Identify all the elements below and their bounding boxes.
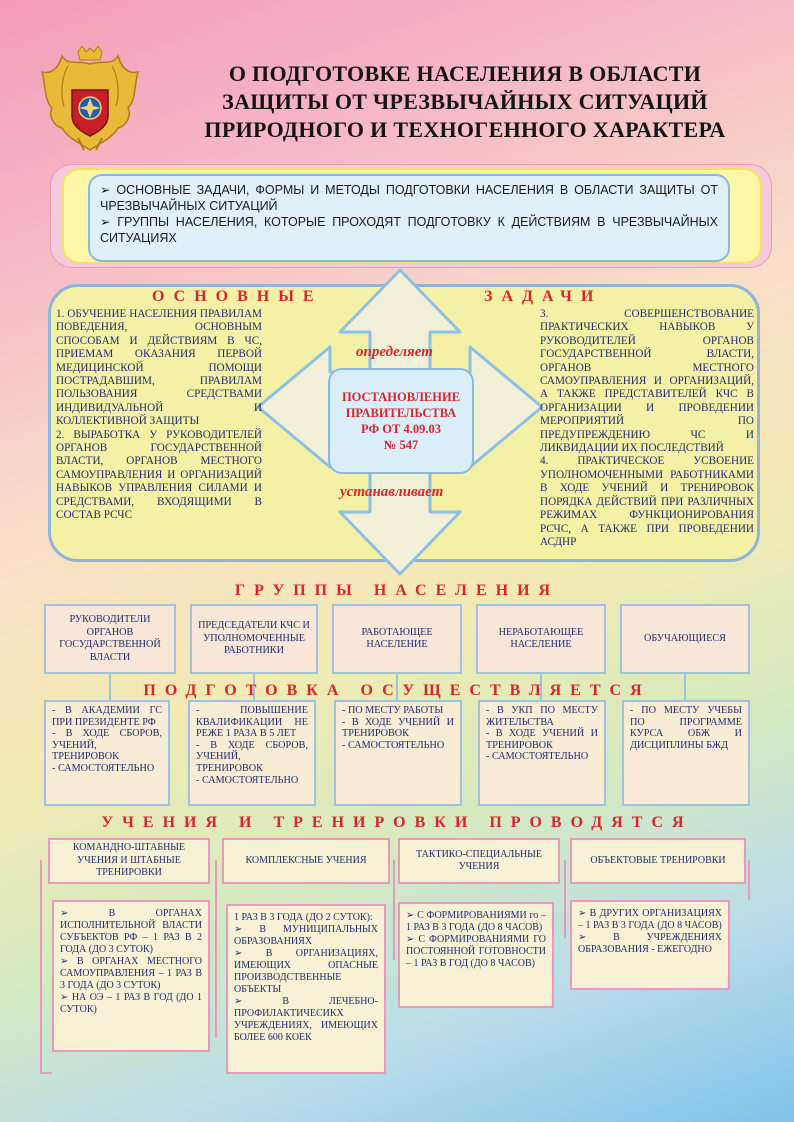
exercise-detail-item: [406, 910, 546, 934]
training-item: - ПО МЕСТУ РАБОТЫ: [342, 705, 444, 716]
training-item: - САМОСТОЯТЕЛЬНО: [342, 739, 445, 751]
title-line-1: О ПОДГОТОВКЕ НАСЕЛЕНИЯ В ОБЛАСТИ: [228, 61, 702, 86]
double-headed-eagle-emblem-icon: [38, 46, 142, 156]
connector: [215, 860, 217, 1038]
exercise-detail-text: В УЧРЕЖДЕНИЯХ ОБРАЗОВАНИЯ - ЕЖЕГОДНО: [578, 932, 722, 955]
connector: [40, 860, 42, 1074]
exercise-detail-tactical: [398, 902, 554, 1008]
task-3: 3. СОВЕРШЕНСТВОВАНИЕ ПРАКТИЧЕСКИХ НАВЫКОВ У РУКОВОДИТЕЛЕЙ ОРГАНОВ ГОСУДАРСТВЕННОЙ ВЛАСТИ, ОРГАНОВ МЕСТНОГО САМОУПРАВЛЕНИЯ И ОРГАНИЗАЦИЙ, А ТАКЖЕ ПРЕДСТАВИТЕЛЕЙ КЧС В ОРГАНИЗАЦИИ И ПРОВЕДЕНИИ МЕРОПРИЯТИЙ ПО ПРЕДУПРЕЖДЕНИЮ ЧС И ЛИКВИДАЦИИ ИХ ПОСЛЕДСТВИЙ: [540, 308, 754, 455]
arrowhead-bullet-icon: ➢: [100, 215, 118, 229]
connector: [40, 1072, 52, 1074]
arrowhead-bullet-icon: ➢: [100, 183, 117, 197]
decree-box: [328, 368, 474, 474]
exercise-type-object: ОБЪЕКТОВЫЕ ТРЕНИРОВКИ: [570, 838, 746, 884]
training-leaders: [44, 700, 170, 806]
exercise-detail-item: [578, 932, 722, 956]
training-item: - В АКАДЕМИИ ГС ПРИ ПРЕЗИДЕНТЕ РФ: [52, 705, 162, 728]
topic-item-2: [100, 214, 718, 246]
task-4: 4. ПРАКТИЧЕСКОЕ УСВОЕНИЕ УПОЛНОМОЧЕННЫМИ РАБОТНИКАМИ В ХОДЕ УЧЕНИЙ И ТРЕНИРОВОК ПОРЯДКА ДЕЙСТВИЙ ПРИ РАЗЛИЧНЫХ РЕЖИМАХ ФУНКЦИОНИРОВАНИЯ РСЧС, А ТАКЖЕ ПРИ ПРОВЕДЕНИИ АСДНР: [540, 455, 754, 548]
training-students: [622, 700, 750, 806]
exercise-detail-text: В ОРГАНАХ МЕСТНОГО САМОУПРАВЛЕНИЯ – 1 РАЗ В 3 ГОДА (ДО 3 СУТОК): [60, 956, 202, 991]
training-nonworking: [478, 700, 606, 806]
arrowhead-bullet-icon: ➢: [406, 910, 418, 921]
task-1: 1. ОБУЧЕНИЕ НАСЕЛЕНИЯ ПРАВИЛАМ ПОВЕДЕНИЯ, ОСНОВНЫМ СПОСОБАМ И ДЕЙСТВИЯМ В ЧС, ПРИЕМАМ ОКАЗАНИЯ ПЕРВОЙ МЕДИЦИНСКОЙ ПОМОЩИ ПОСТРАДАВШИМ, ПРАВИЛАМ ПОЛЬЗОВАНИЯ СРЕДСТВАМИ ИНДИВИДУАЛЬНОЙ И КОЛЛЕКТИВНОЙ ЗАЩИТЫ: [56, 308, 262, 428]
exercises-heading: УЧЕНИЯ И ТРЕНИРОВКИ ПРОВОДЯТСЯ: [101, 814, 693, 831]
groups-heading: ГРУППЫ НАСЕЛЕНИЯ: [234, 582, 560, 599]
page-title: [150, 60, 780, 144]
exercise-detail-text: В ЛЕЧЕБНО-ПРОФИЛАКТИЧЕСИКХ УЧРЕЖДЕНИЯХ, ИМЕЮЩИХ БОЛЕЕ 600 КОЕК: [234, 996, 378, 1043]
topic-item-1: [100, 182, 718, 214]
exercise-detail-item: [234, 996, 378, 1044]
connector: [564, 860, 566, 938]
arrowhead-bullet-icon: ➢: [578, 908, 590, 919]
topic-item-2-text: ГРУППЫ НАСЕЛЕНИЯ, КОТОРЫЕ ПРОХОДЯТ ПОДГОТОВКУ К ДЕЙСТВИЯМ В ЧРЕЗВЫЧАЙНЫХ СИТУАЦИЯХ: [100, 215, 719, 245]
training-item: - В УКП ПО МЕСТУ ЖИТЕЛЬСТВА: [486, 705, 598, 728]
task-2: 2. ВЫРАБОТКА У РУКОВОДИТЕЛЕЙ ОРГАНОВ ГОСУДАРСТВЕННОЙ ВЛАСТИ, ОРГАНОВ МЕСТНОГО САМОУПРАВЛЕНИЯ И ОРГАНИЗАЦИЙ НАВЫКОВ УПРАВЛЕНИЯ СИЛАМИ И СРЕДСТВАМИ, ВХОДЯЩИМИ В СОСТАВ РСЧС: [56, 428, 262, 522]
exercise-detail-item: [60, 956, 202, 992]
label-establishes: устанавливает: [340, 484, 444, 500]
training-item: - ПОВЫШЕНИЕ КВАЛИФИКАЦИИ НЕ РЕЖЕ 1 РАЗА В 5 ЛЕТ: [196, 705, 308, 740]
arrowhead-bullet-icon: ➢: [406, 934, 419, 945]
topics-box: [88, 174, 730, 262]
group-students: ОБУЧАЮЩИЕСЯ: [620, 604, 750, 674]
decree-line-4: № 547: [383, 438, 419, 452]
title-line-3: ПРИРОДНОГО И ТЕХНОГЕННОГО ХАРАКТЕРА: [204, 117, 726, 142]
training-heading: ПОДГОТОВКА ОСУЩЕСТВЛЯЕТСЯ: [143, 682, 651, 699]
exercise-detail-command: [52, 900, 210, 1052]
training-item: - В ХОДЕ УЧЕНИЙ И ТРЕНИРОВОК: [342, 716, 454, 740]
exercise-type-complex: КОМПЛЕКСНЫЕ УЧЕНИЯ: [222, 838, 390, 884]
exercise-type-tactical: ТАКТИКО-СПЕЦИАЛЬНЫЕ УЧЕНИЯ: [398, 838, 560, 884]
arrowhead-bullet-icon: ➢: [234, 996, 283, 1007]
group-kchs: ПРЕДСЕДАТЕЛИ КЧС И УПОЛНОМОЧЕННЫЕ РАБОТНИКИ: [190, 604, 318, 674]
arrowhead-bullet-icon: ➢: [60, 992, 72, 1003]
exercise-detail-item: [406, 934, 546, 970]
arrowhead-bullet-icon: ➢: [578, 932, 614, 943]
tasks-left-column: [56, 308, 262, 523]
training-item: - В ХОДЕ СБОРОВ, УЧЕНИЙ, ТРЕНИРОВОК: [196, 739, 308, 774]
group-nonworking: НЕРАБОТАЮЩЕЕ НАСЕЛЕНИЕ: [476, 604, 606, 674]
exercise-detail-item: [234, 948, 378, 996]
training-item: - САМОСТОЯТЕЛЬНО: [196, 774, 299, 786]
exercise-detail-item: [234, 924, 378, 948]
connector: [748, 860, 750, 900]
title-line-2: ЗАЩИТЫ ОТ ЧРЕЗВЫЧАЙНЫХ СИТУАЦИЙ: [222, 89, 708, 114]
topic-item-1-text: ОСНОВНЫЕ ЗАДАЧИ, ФОРМЫ И МЕТОДЫ ПОДГОТОВКИ НАСЕЛЕНИЯ В ОБЛАСТИ ЗАЩИТЫ ОТ ЧРЕЗВЫЧАЙНЫХ СИТУАЦИЙ: [100, 183, 719, 213]
exercise-detail-object: [570, 900, 730, 990]
label-defines: определяет: [356, 344, 433, 360]
decree-line-2: ПРАВИТЕЛЬСТВА: [345, 406, 457, 420]
exercise-detail-text: В ОРГАНАХ ИСПОЛНИТЕЛЬНОЙ ВЛАСТИ СУБЪЕКТОВ РФ – 1 РАЗ В 2 ГОДА (ДО 3 СУТОК): [60, 908, 202, 955]
exercise-detail-item: [60, 992, 202, 1016]
training-item: - ПО МЕСТУ УЧЕБЫ ПО ПРОГРАММЕ КУРСА ОБЖ И ДИСЦИПЛИНЫ БЖД: [630, 705, 742, 751]
training-working: [334, 700, 462, 806]
group-leaders: РУКОВОДИТЕЛИ ОРГАНОВ ГОСУДАРСТВЕННОЙ ВЛАСТИ: [44, 604, 176, 674]
exercise-detail-item: [578, 908, 722, 932]
arrowhead-bullet-icon: ➢: [60, 908, 109, 919]
exercise-detail-complex: [226, 904, 386, 1074]
exercise-detail-text: В ОРГАНИЗАЦИЯХ, ИМЕЮЩИХ ОПАСНЫЕ ПРОИЗВОДСТВЕННЫЕ ОБЪЕКТЫ: [234, 948, 378, 995]
training-item: - САМОСТОЯТЕЛЬНО: [486, 751, 589, 763]
exercise-detail-intro: 1 РАЗ В 3 ГОДА (ДО 2 СУТОК):: [234, 912, 373, 923]
exercise-detail-text: С ФОРМИРОВАНИЯМИ ГО ПОСТОЯННОЙ ГОТОВНОСТИ – 1 РАЗ В ГОД (ДО 8 ЧАСОВ): [406, 934, 546, 969]
training-kchs: [188, 700, 316, 806]
training-item: - САМОСТОЯТЕЛЬНО: [52, 762, 155, 774]
exercise-detail-text: С ФОРМИРОВАНИЯМИ го – 1 РАЗ В 3 ГОДА (ДО 8 ЧАСОВ): [406, 910, 546, 933]
decree-line-3: РФ ОТ 4.09.03: [361, 422, 441, 436]
exercise-detail-text: В МУНИЦИПАЛЬНЫХ ОБРАЗОВАНИЯХ: [234, 924, 378, 947]
tasks-right-column: [540, 308, 754, 549]
decree-line-1: ПОСТАНОВЛЕНИЕ: [341, 390, 461, 404]
connector: [393, 860, 395, 960]
exercise-detail-text: НА ОЭ – 1 РАЗ В ГОД (ДО 1 СУТОК): [60, 992, 202, 1015]
group-working: РАБОТАЮЩЕЕ НАСЕЛЕНИЕ: [332, 604, 462, 674]
arrowhead-bullet-icon: ➢: [234, 924, 260, 935]
tasks-heading-left: ОСНОВНЫЕ: [152, 288, 323, 305]
exercise-detail-text: В ДРУГИХ ОРГАНИЗАЦИЯХ – 1 РАЗ В 3 ГОДА (ДО 8 ЧАСОВ): [578, 908, 722, 931]
exercise-type-command: КОМАНДНО-ШТАБНЫЕ УЧЕНИЯ И ШТАБНЫЕ ТРЕНИРОВКИ: [48, 838, 210, 884]
tasks-heading-right: ЗАДАЧИ: [484, 288, 603, 305]
training-item: - В ХОДЕ УЧЕНИЙ И ТРЕНИРОВОК: [486, 728, 598, 751]
exercise-detail-item: [60, 908, 202, 956]
training-item: - В ХОДЕ СБОРОВ, УЧЕНИЙ, ТРЕНИРОВОК: [52, 728, 162, 763]
arrowhead-bullet-icon: ➢: [60, 956, 77, 967]
arrowhead-bullet-icon: ➢: [234, 948, 266, 959]
